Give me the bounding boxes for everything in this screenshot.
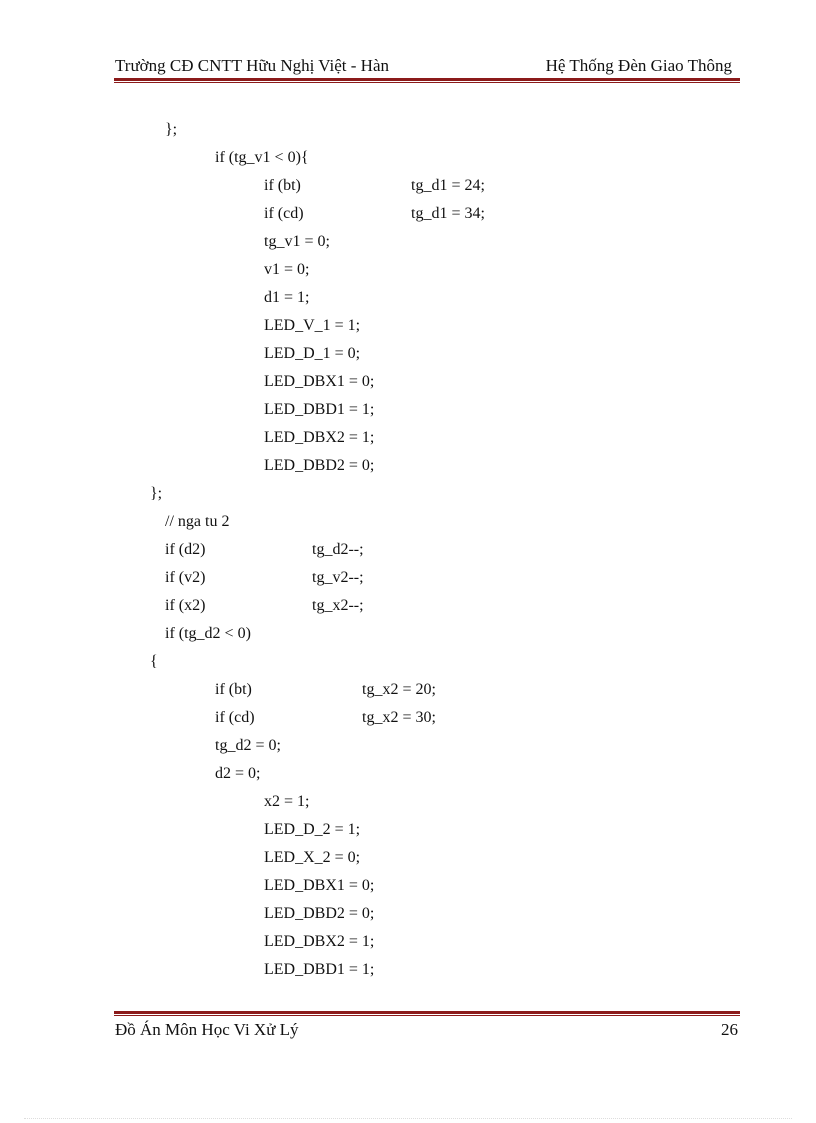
code-action: tg_d1 = 24; <box>411 177 485 194</box>
code-statement: if (x2) <box>165 597 206 614</box>
footer-course-title: Đồ Án Môn Học Vi Xử Lý <box>115 1020 299 1039</box>
code-line <box>264 931 375 953</box>
code-line <box>264 371 375 393</box>
code-statement: LED_DBX1 = 0; <box>264 877 375 894</box>
code-line <box>215 707 436 729</box>
header-school-name: Trường CĐ CNTT Hữu Nghị Việt - Hàn <box>115 56 390 75</box>
code-line <box>165 539 364 561</box>
code-line <box>264 399 375 421</box>
footer-rule <box>114 1011 740 1016</box>
code-statement: LED_D_2 = 1; <box>264 821 361 838</box>
code-line <box>264 203 485 225</box>
code-line <box>264 427 375 449</box>
code-line <box>165 511 230 533</box>
code-statement: if (v2) <box>165 569 206 586</box>
header-rule-thick <box>114 78 740 81</box>
code-statement: tg_d2 = 0; <box>215 737 281 754</box>
code-action: tg_x2 = 20; <box>362 681 436 698</box>
code-statement: LED_DBD2 = 0; <box>264 457 375 474</box>
code-statement: d2 = 0; <box>215 765 261 782</box>
page-bottom-divider <box>24 1118 792 1119</box>
code-statement: { <box>150 653 158 670</box>
code-line <box>264 959 375 981</box>
code-statement: x2 = 1; <box>264 793 310 810</box>
code-line <box>264 287 310 309</box>
code-line <box>264 343 361 365</box>
code-line <box>264 231 330 253</box>
code-statement: if (tg_v1 < 0){ <box>215 149 309 166</box>
code-statement: LED_DBX2 = 1; <box>264 429 375 446</box>
code-statement: LED_DBD1 = 1; <box>264 401 375 418</box>
code-statement: d1 = 1; <box>264 289 310 306</box>
code-comment: // nga tu 2 <box>165 513 230 530</box>
code-line <box>150 483 174 505</box>
code-line <box>165 119 189 141</box>
code-statement: }; <box>150 485 163 502</box>
code-statement: LED_DBD2 = 0; <box>264 905 375 922</box>
code-line <box>264 259 310 281</box>
footer-rule-thin <box>114 1015 740 1016</box>
code-line <box>215 763 261 785</box>
code-line <box>264 175 485 197</box>
code-statement: }; <box>165 121 178 138</box>
code-statement: LED_X_2 = 0; <box>264 849 361 866</box>
code-line <box>150 651 174 673</box>
code-statement: LED_DBX2 = 1; <box>264 933 375 950</box>
code-action: tg_x2--; <box>312 597 364 614</box>
code-line <box>264 819 361 841</box>
code-line <box>165 567 364 589</box>
code-statement: if (bt) <box>264 177 301 194</box>
header-rule <box>114 78 740 83</box>
code-statement: LED_DBD1 = 1; <box>264 961 375 978</box>
code-line <box>264 903 375 925</box>
code-statement: if (tg_d2 < 0) <box>165 625 251 642</box>
code-line <box>215 679 436 701</box>
header-rule-thin <box>114 82 740 83</box>
header-document-title: Hệ Thống Đèn Giao Thông <box>545 56 732 75</box>
code-statement: LED_D_1 = 0; <box>264 345 361 362</box>
code-action: tg_v2--; <box>312 569 364 586</box>
code-line <box>165 595 364 617</box>
code-statement: LED_V_1 = 1; <box>264 317 361 334</box>
code-line <box>264 875 375 897</box>
code-statement: v1 = 0; <box>264 261 310 278</box>
code-statement: LED_DBX1 = 0; <box>264 373 375 390</box>
page-number: 26 <box>721 1020 738 1039</box>
code-statement: tg_v1 = 0; <box>264 233 330 250</box>
code-line <box>165 623 251 645</box>
code-line <box>264 455 375 477</box>
code-statement: if (cd) <box>215 709 255 726</box>
code-action: tg_d2--; <box>312 541 364 558</box>
code-statement: if (bt) <box>215 681 252 698</box>
code-line <box>264 847 361 869</box>
code-action: tg_x2 = 30; <box>362 709 436 726</box>
code-statement: if (cd) <box>264 205 304 222</box>
code-line <box>264 791 310 813</box>
code-line <box>215 147 309 169</box>
code-line <box>264 315 361 337</box>
code-action: tg_d1 = 34; <box>411 205 485 222</box>
footer-rule-thick <box>114 1011 740 1014</box>
code-statement: if (d2) <box>165 541 206 558</box>
code-line <box>215 735 281 757</box>
